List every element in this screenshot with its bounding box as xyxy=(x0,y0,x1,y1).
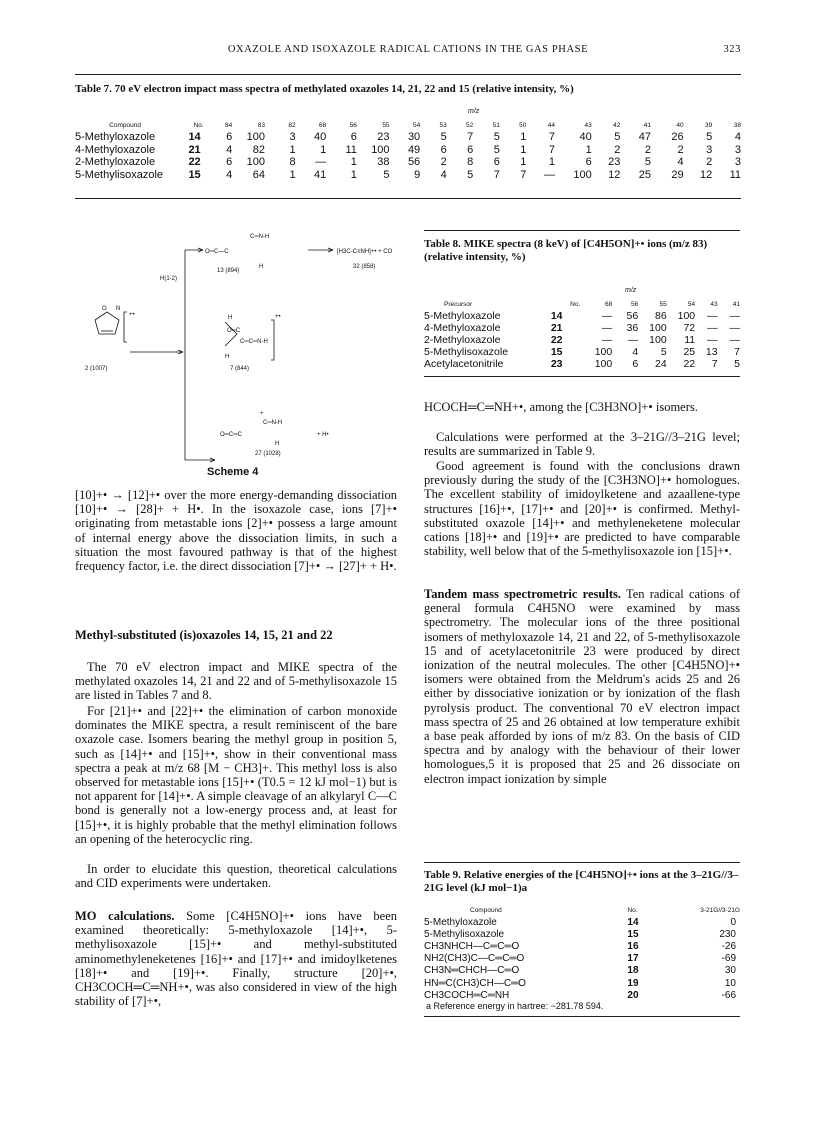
value-cell: 5 xyxy=(706,131,713,144)
ion-7-h: H xyxy=(228,315,233,321)
table7-col-header: 55 xyxy=(382,121,390,129)
table8-bottom-rule xyxy=(424,376,740,377)
value-cell: 86 xyxy=(655,310,667,322)
value-cell: -69 xyxy=(721,953,736,965)
value-cell: 40 xyxy=(579,131,592,144)
value-cell: — xyxy=(729,310,740,322)
value-cell: 7 xyxy=(548,143,555,156)
ion-7-label: 7 (844) xyxy=(230,366,250,372)
table9-col-header: Compound xyxy=(470,907,502,914)
table9-col-header: No. xyxy=(627,907,638,914)
value-cell: 1 xyxy=(585,143,592,156)
ion-7-cn: C═C═N-H xyxy=(240,339,268,345)
compound-cell: HN═C(CH3)CH—C═O xyxy=(424,977,526,989)
value-cell: 49 xyxy=(407,143,421,156)
value-cell: 6 xyxy=(585,156,592,169)
left-para-1: [10]+• → [12]+• over the more energy-demanding dissociation [10]+• → [28]+ + H•. In the isoxazole case, ions [7]+• originating from metastable ions [2]+• possess a large amount of internal energy above the dissociation limits, in such a situation the most favoured pathway is that of the highest frequency factor, i.e. the direct dissociation [7]+• → [27]+ + H•. xyxy=(75,488,397,574)
value-cell: 6 xyxy=(226,131,233,144)
value-cell: 12 xyxy=(699,169,713,182)
value-cell: 8 xyxy=(467,156,474,169)
value-cell: 3 xyxy=(734,143,741,156)
value-cell: 56 xyxy=(407,156,421,169)
value-cell: 5 xyxy=(614,131,621,144)
compound-cell: 5-Methylisoxazole xyxy=(424,346,509,358)
value-cell: 82 xyxy=(252,143,265,156)
table9-bottom-rule xyxy=(424,1016,740,1017)
table-row xyxy=(424,989,740,1001)
value-cell: — xyxy=(543,169,555,182)
table7-col-header: 39 xyxy=(705,121,713,129)
ion-27-top: C═N-H xyxy=(263,420,283,426)
table-row xyxy=(75,169,741,182)
value-cell: 1 xyxy=(520,131,527,144)
compound-cell: Acetylacetonitrile xyxy=(424,358,504,370)
value-cell: 1 xyxy=(350,169,357,182)
value-cell: 23 xyxy=(608,156,621,169)
table8-col-header: 41 xyxy=(732,300,740,308)
table9-col-header: 3-21G//3-21G xyxy=(700,907,740,914)
ion-27-formula: O═C═C xyxy=(220,432,242,438)
value-cell: 5 xyxy=(644,156,651,169)
table7-col-header: 82 xyxy=(288,121,296,129)
value-cell: 1 xyxy=(350,156,357,169)
value-cell: 4 xyxy=(632,346,639,358)
value-cell: 30 xyxy=(407,131,421,144)
value-cell: 40 xyxy=(313,131,327,144)
value-cell: 6 xyxy=(467,143,474,156)
value-cell: 7 xyxy=(711,358,718,370)
value-cell: 5 xyxy=(383,169,390,182)
table9 xyxy=(424,905,740,1001)
compound-cell: 5-Methylisoxazole xyxy=(424,928,505,940)
value-cell: — xyxy=(601,322,613,334)
table7-col-header: 43 xyxy=(584,121,592,129)
value-cell: 10 xyxy=(724,977,736,989)
table8-col-header: 68 xyxy=(605,300,613,308)
value-cell: — xyxy=(707,322,718,334)
ion-27-h: H xyxy=(275,441,280,447)
value-cell: 100 xyxy=(677,310,696,322)
ion-13-label: 13 (894) xyxy=(217,268,240,274)
table-row xyxy=(424,358,740,370)
table8-top-rule xyxy=(424,230,740,231)
compound-cell: CH3COCH═C═NH xyxy=(424,989,510,1001)
value-cell: 1 xyxy=(289,169,296,182)
value-cell: 4 xyxy=(226,143,233,156)
compound-number-cell: 14 xyxy=(550,310,563,322)
table7-col-header: 53 xyxy=(439,121,447,129)
value-cell: 100 xyxy=(246,156,265,169)
value-cell: 1 xyxy=(320,143,327,156)
compound-number-cell: 18 xyxy=(627,965,639,977)
value-cell: 64 xyxy=(252,169,265,182)
value-cell: 5 xyxy=(493,131,500,144)
value-cell: 2 xyxy=(706,156,713,169)
table8-col-header: 43 xyxy=(710,300,718,308)
table7-col-header: 42 xyxy=(613,121,621,129)
table-row xyxy=(424,310,740,322)
compound-cell: 5-Methylisoxazole xyxy=(75,169,164,182)
table-row xyxy=(75,144,741,157)
ion-27-label: 27 (1028) xyxy=(255,451,281,457)
left-para-4: In order to elucidate this question, theoretical calculations and CID experiments were undertaken. xyxy=(75,862,397,891)
table8-col-header: No. xyxy=(570,300,581,308)
value-cell: 2 xyxy=(644,143,651,156)
compound-number-cell: 23 xyxy=(550,358,563,370)
compound-cell: 2-Methyloxazole xyxy=(75,156,156,169)
table7-col-header: 56 xyxy=(349,121,357,129)
compound-number-cell: 14 xyxy=(627,916,639,928)
value-cell: — xyxy=(729,334,740,346)
compound-number-cell: 15 xyxy=(188,169,201,182)
table7-col-header: 50 xyxy=(519,121,527,129)
value-cell: 29 xyxy=(671,169,684,182)
table7-mz-label: m/z xyxy=(468,108,480,115)
value-cell: — xyxy=(729,322,740,334)
compound-number-cell: 22 xyxy=(188,156,201,169)
table7-col-header: 38 xyxy=(733,121,741,129)
value-cell: 25 xyxy=(638,169,651,182)
value-cell: — xyxy=(707,310,718,322)
value-cell: 1 xyxy=(289,143,296,156)
value-cell: 41 xyxy=(313,169,327,182)
table8-caption: Table 8. MIKE spectra (8 keV) of [C4H5ON]+• ions (m/z 83) (relative intensity, %) xyxy=(424,238,708,263)
value-cell: 24 xyxy=(655,358,667,370)
table7-header-row xyxy=(75,119,741,131)
ion-7-hb: H xyxy=(225,354,230,360)
compound-cell: CH3N═CHCH—C═O xyxy=(424,965,520,977)
ion-2-charge: +• xyxy=(129,312,135,318)
value-cell: 22 xyxy=(683,358,696,370)
table7-col-header: 83 xyxy=(257,121,265,129)
compound-cell: 5-Methyloxazole xyxy=(424,310,501,322)
table7-col-header: Compound xyxy=(109,121,141,129)
compound-number-cell: 17 xyxy=(627,953,639,965)
scheme-4-caption: Scheme 4 xyxy=(207,466,259,478)
value-cell: 230 xyxy=(719,928,736,940)
value-cell: -26 xyxy=(721,940,736,952)
ion-2-label: 2 (1007) xyxy=(85,366,108,372)
left-para-2: The 70 eV electron impact and MIKE spectra of the methylated oxazoles 14, 21 and 22 and of 5-methylisoxazole 15 are listed in Tables 7 and 8. xyxy=(75,660,397,703)
value-cell: 100 xyxy=(246,131,265,144)
value-cell: 3 xyxy=(706,143,713,156)
table7-col-header: 44 xyxy=(547,121,555,129)
value-cell: 4 xyxy=(440,169,447,182)
table-row xyxy=(75,156,741,169)
h-shift-label: H(1-2) xyxy=(160,276,178,282)
compound-number-cell: 21 xyxy=(188,143,201,156)
value-cell: 56 xyxy=(626,310,639,322)
value-cell: 11 xyxy=(345,143,357,156)
value-cell: 1 xyxy=(520,156,527,169)
table7-col-header: 68 xyxy=(319,121,327,129)
table7-caption: Table 7. 70 eV electron impact mass spectra of methylated oxazoles 14, 21, 22 and 15 (relative intensity, %) xyxy=(75,83,574,95)
compound-cell: CH3NHCH—C═C═O xyxy=(424,940,520,952)
table7-col-header: 54 xyxy=(412,121,421,129)
ion-2-ring-o: O xyxy=(102,306,107,312)
value-cell: 23 xyxy=(377,131,390,144)
compound-number-cell: 14 xyxy=(188,131,201,144)
compound-cell: 4-Methyloxazole xyxy=(424,322,501,334)
value-cell: 12 xyxy=(608,169,621,182)
value-cell: 0 xyxy=(730,916,736,928)
value-cell: 7 xyxy=(493,169,500,182)
compound-number-cell: 19 xyxy=(627,977,639,989)
value-cell: 25 xyxy=(683,346,696,358)
value-cell: 11 xyxy=(684,334,696,346)
value-cell: 6 xyxy=(493,156,500,169)
value-cell: 6 xyxy=(350,131,357,144)
compound-number-cell: 22 xyxy=(550,334,563,346)
table-row xyxy=(424,322,740,334)
table-row xyxy=(424,965,740,977)
value-cell: 8 xyxy=(289,156,296,169)
ion-7-co: O═C xyxy=(227,328,241,334)
value-cell: 1 xyxy=(548,156,555,169)
ion-2-ring-n: N xyxy=(116,306,121,312)
value-cell: 3 xyxy=(734,156,741,169)
table-row xyxy=(424,928,740,940)
value-cell: 7 xyxy=(467,131,474,144)
value-cell: 100 xyxy=(649,334,667,346)
table8-header-row xyxy=(424,298,740,310)
table8-mz-label: m/z xyxy=(625,287,637,294)
table8 xyxy=(424,298,740,370)
section-heading-methyl: Methyl-substituted (is)oxazoles 14, 15, 21 and 22 xyxy=(75,628,333,642)
table8-col-header: 56 xyxy=(631,300,639,308)
value-cell: 5 xyxy=(734,358,740,370)
running-title: OXAZOLE AND ISOXAZOLE RADICAL CATIONS IN THE GAS PHASE xyxy=(227,44,589,55)
compound-number-cell: 20 xyxy=(627,989,639,1001)
value-cell: — xyxy=(627,334,639,346)
compound-cell: 5-Methyloxazole xyxy=(424,916,497,928)
value-cell: 26 xyxy=(671,131,684,144)
value-cell: -66 xyxy=(721,989,736,1001)
value-cell: 36 xyxy=(626,322,639,334)
compound-number-cell: 15 xyxy=(550,346,563,358)
value-cell: 100 xyxy=(594,346,613,358)
value-cell: 5 xyxy=(467,169,474,182)
mo-calc-runin: MO calculations. xyxy=(75,909,175,923)
right-para-4 xyxy=(424,587,740,786)
value-cell: 5 xyxy=(660,346,667,358)
value-cell: 7 xyxy=(734,346,740,358)
table-row xyxy=(75,131,741,144)
compound-cell: 5-Methyloxazole xyxy=(75,131,156,144)
table-row xyxy=(424,916,740,928)
left-para-3: For [21]+• and [22]+• the elimination of carbon monoxide dominates the MIKE spectra, a result reminiscent of the bare oxazole case. Isomers bearing the methyl group in position 5, such as [14]+• and [15]+•, show in their conventional mass spectra a peak at m/z 68 [M − CH3]+. This methyl loss is also observed for metastable ions [15]+• (T0.5 = 12 kJ mol−1) but is not apparent for [14]+•. A simple cleavage of an alkylaryl C—C bond is generally not a low-energy process and, at least for [15]+•, it is highly probable that the methyl elimination follows an opening of the heterocyclic ring. xyxy=(75,704,397,846)
table8-col-header: 54 xyxy=(687,300,696,308)
left-para-5 xyxy=(75,909,397,1008)
right-para-2: Calculations were performed at the 3–21G//3–21G level; results are summarized in Table 9. xyxy=(424,430,740,459)
value-cell: 11 xyxy=(729,169,741,182)
table-row xyxy=(424,953,740,965)
value-cell: — xyxy=(315,156,327,169)
ion-32-label: 32 (858) xyxy=(353,264,376,270)
right-para-1: HCOCH═C═NH+•, among the [C3H3NO]+• isomers. xyxy=(424,400,698,414)
value-cell: 2 xyxy=(614,143,621,156)
value-cell: — xyxy=(707,334,718,346)
compound-number-cell: 21 xyxy=(550,322,563,334)
value-cell: 7 xyxy=(520,169,527,182)
table7-col-header: No. xyxy=(193,121,204,129)
value-cell: — xyxy=(601,310,613,322)
table7-top-rule xyxy=(75,74,741,75)
compound-number-cell: 15 xyxy=(627,928,639,940)
value-cell: 100 xyxy=(594,358,613,370)
table9-footnote: a Reference energy in hartree: −281.78 594. xyxy=(426,1001,604,1011)
table7-col-header: 52 xyxy=(466,121,474,129)
value-cell: 9 xyxy=(414,169,421,182)
value-cell: 72 xyxy=(683,322,696,334)
table7-bottom-rule xyxy=(75,198,741,199)
ion-13-formula: O═C—C xyxy=(205,249,229,255)
table-row xyxy=(424,977,740,989)
table7-col-header: 84 xyxy=(225,121,233,129)
value-cell: 5 xyxy=(493,143,500,156)
table8-col-header: Precursor xyxy=(444,300,473,308)
table8-col-header: 55 xyxy=(659,300,667,308)
table-row xyxy=(424,940,740,952)
value-cell: 6 xyxy=(632,358,639,370)
page-number: 323 xyxy=(723,44,741,55)
value-cell: 5 xyxy=(440,131,447,144)
ion-27-plus: + xyxy=(260,411,264,417)
table-row xyxy=(424,346,740,358)
value-cell: 100 xyxy=(573,169,592,182)
table9-top-rule xyxy=(424,862,740,863)
value-cell: 2 xyxy=(440,156,447,169)
compound-cell: NH2(CH3)C—C═C═O xyxy=(424,953,525,965)
value-cell: 2 xyxy=(677,143,684,156)
table7 xyxy=(75,119,741,181)
h-radical-product: + H• xyxy=(317,432,329,438)
tandem-runin: Tandem mass spectrometric results. xyxy=(424,587,621,601)
table9-header-row xyxy=(424,905,740,916)
table-row xyxy=(424,334,740,346)
ion-13-h: H xyxy=(259,264,264,270)
value-cell: 7 xyxy=(548,131,555,144)
value-cell: 100 xyxy=(649,322,667,334)
value-cell: 4 xyxy=(677,156,684,169)
ion-7-charge: +• xyxy=(275,314,281,320)
value-cell: 3 xyxy=(289,131,296,144)
compound-cell: 2-Methyloxazole xyxy=(424,334,501,346)
ion-32-products: [H3C-C≡NH]+• + CO xyxy=(337,249,393,255)
table7-col-header: 51 xyxy=(492,121,500,129)
compound-cell: 4-Methyloxazole xyxy=(75,143,156,156)
value-cell: 6 xyxy=(440,143,447,156)
table7-col-header: 40 xyxy=(676,121,684,129)
ion-13-top: C═N-H xyxy=(250,234,270,240)
table7-col-header: 41 xyxy=(643,121,651,129)
value-cell: 13 xyxy=(705,346,718,358)
tandem-text: Ten radical cations of general formula C4H5NO were examined by mass spectrometry. The molecular ions of the three positional isomers of methyloxazole 14, 21 and 22, of 5-methylisoxazole 15 and of acetylacetonitrile 23 were produced by direct ionization of the neutral molecules. The other [C4H5NO]+• isomers were obtained from the Meldrum's acids 25 and 26 either by dissociative ionization or by ionization of the flash pyrolysis product. The conventional 70 eV electron impact mass spectra of 25 and 26 obtained at low temperature exhibit a base peak afforded by ions of m/z 83. On the basis of CID spectra and by analogy with the behaviour of their lower homologues,5 it is proposed that 25 and 26 dissociate on electron impact ionization by simple xyxy=(424,587,740,786)
scheme-4-diagram xyxy=(75,212,415,482)
right-para-3: Good agreement is found with the conclusions drawn previously during the study of the [C3H3NO]+• homologues. The excellent stability of imidoylketene and azaallene-type structures [16]+•, [17]+• and [20]+• is confirmed. Methyl-substituted oxazole [14]+• and methyleneketene molecular cations [18]+• and [19]+• are predicted to have comparable stability, well below that of the 5-methylisoxazole ion [15]+•. xyxy=(424,459,740,559)
value-cell: 100 xyxy=(371,143,390,156)
value-cell: 4 xyxy=(226,169,233,182)
value-cell: 47 xyxy=(638,131,651,144)
value-cell: 38 xyxy=(377,156,390,169)
value-cell: — xyxy=(601,334,613,346)
value-cell: 1 xyxy=(520,143,527,156)
compound-number-cell: 16 xyxy=(627,940,639,952)
value-cell: 30 xyxy=(724,965,736,977)
mo-calc-text: Some [C4H5NO]+• ions have been examined theoretically: 5-methyloxazole [14]+•, 5-methylisoxazole [15]+• and methyl-substituted aminomethyleneketenes [16]+• and [17]+• and imidoylketenes [18]+• and [19]+•. Finally, structure [20]+•, CH3COCH═C═NH+•, was also considered in view of the high stability of [7]+•, xyxy=(75,909,397,1009)
table9-caption: Table 9. Relative energies of the [C4H5NO]+• ions at the 3–21G//3–21G level (kJ mol−1)a xyxy=(424,869,739,894)
value-cell: 4 xyxy=(734,131,741,144)
value-cell: 6 xyxy=(226,156,233,169)
